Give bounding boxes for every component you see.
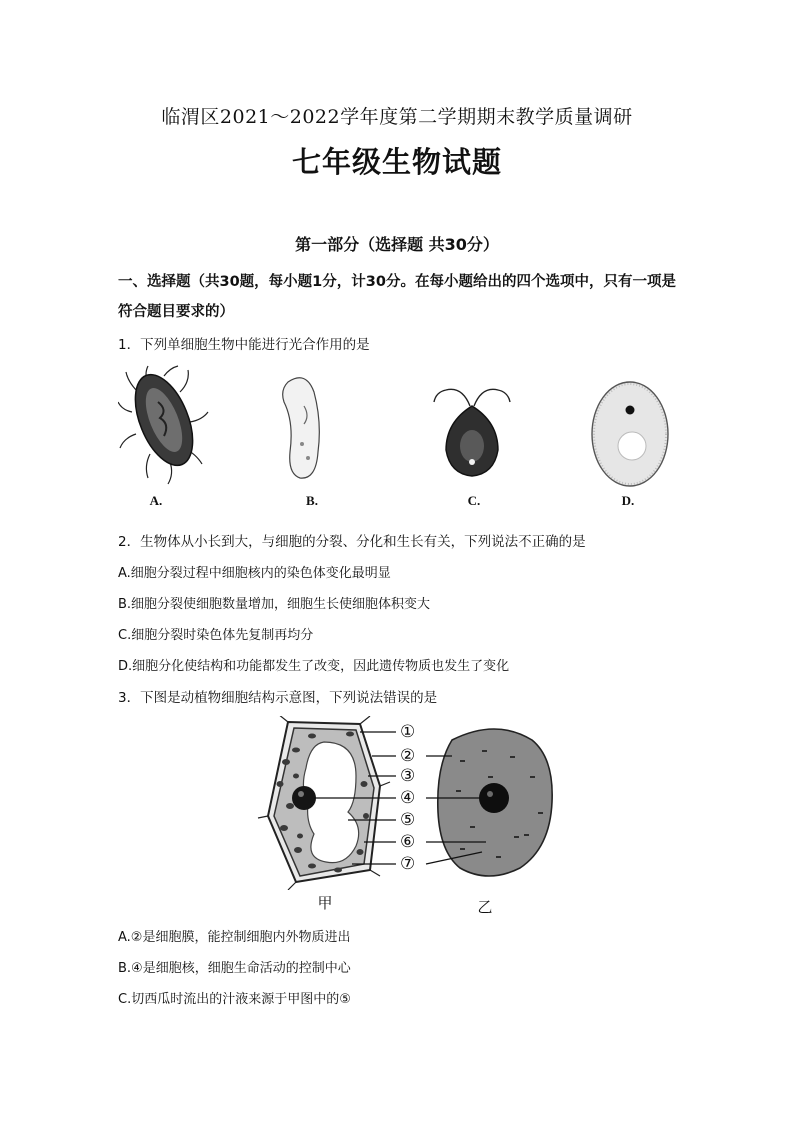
subject-title: 七年级生物试题 (291, 145, 502, 179)
instruction-line-1: 一、选择题（共30题，每小题1分，计30分。在每小题给出的四个选项中，只有一项是 (118, 274, 676, 290)
instruction-line-2: 符合题目要求的） (118, 304, 234, 320)
chlamydomonas-illustration (434, 389, 510, 476)
callout-6: ⑥ (400, 832, 416, 852)
q1-label-a: A. (149, 493, 163, 508)
question-2-option-c: C.细胞分裂时染色体先复制再均分 (118, 628, 314, 643)
callout-7: ⑦ (400, 854, 416, 874)
exam-title: 临渭区2021～2022学年度第二学期期末教学质量调研 (161, 106, 633, 128)
question-3-stem: 3．下图是动植物细胞结构示意图，下列说法错误的是 (118, 690, 438, 706)
caption-plant-cell: 甲 (317, 894, 333, 912)
callout-5: ⑤ (400, 810, 416, 830)
callout-2: ② (400, 746, 416, 766)
bacterium-illustration (118, 366, 208, 484)
q1-label-b: B. (306, 493, 318, 508)
question-2-option-d: D.细胞分化使结构和功能都发生了改变，因此遗传物质也发生了变化 (118, 659, 510, 674)
part-title: 第一部分（选择题 共30分） (295, 235, 499, 254)
question-2-option-b: B.细胞分裂使细胞数量增加，细胞生长使细胞体积变大 (118, 597, 431, 612)
question-1-figure (118, 362, 678, 494)
animal-cell-illustration (438, 729, 552, 876)
callout-1: ① (400, 722, 416, 742)
yeast-illustration (592, 382, 668, 486)
callout-4: ④ (400, 788, 416, 808)
question-2-stem: 2．生物体从小长到大，与细胞的分裂、分化和生长有关，下列说法不正确的是 (118, 534, 586, 550)
question-2-option-a: A.细胞分裂过程中细胞核内的染色体变化最明显 (118, 566, 391, 581)
paramecium-illustration (283, 378, 320, 478)
question-3-option-c: C.切西瓜时流出的汁液来源于甲图中的⑤ (118, 992, 351, 1007)
question-3-option-b: B.④是细胞核，细胞生命活动的控制中心 (118, 961, 351, 976)
q1-label-d: D. (621, 493, 635, 508)
question-3-option-a: A.②是细胞膜，能控制细胞内外物质进出 (118, 930, 351, 945)
callout-3: ③ (400, 766, 416, 786)
question-1-stem: 1．下列单细胞生物中能进行光合作用的是 (118, 337, 370, 353)
caption-animal-cell: 乙 (477, 898, 493, 916)
q1-label-c: C. (467, 493, 481, 508)
